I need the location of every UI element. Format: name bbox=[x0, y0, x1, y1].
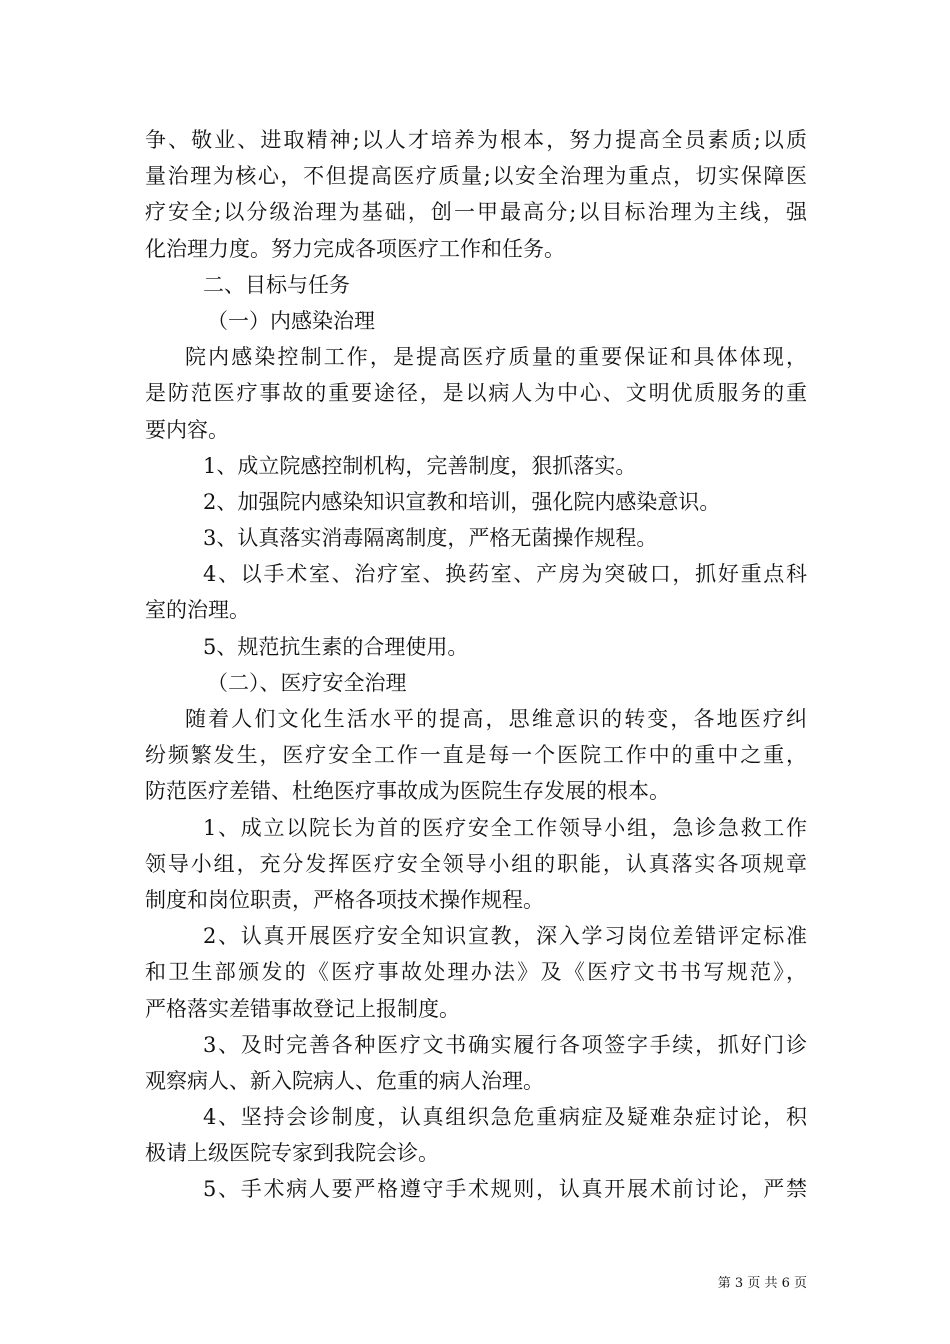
text-line: 量治理为核心，不但提高医疗质量;以安全治理为重点，切实保障医 bbox=[145, 164, 807, 189]
text-line: 纷频繁发生，医疗安全工作一直是每一个医院工作中的重中之重， bbox=[145, 743, 807, 768]
list-item: 4、坚持会诊制度，认真组织急危重病症及疑难杂症讨论，积 bbox=[203, 1105, 807, 1130]
text-line: 疗安全;以分级治理为基础，创一甲最高分;以目标治理为主线，强 bbox=[145, 200, 807, 225]
list-item: 4、以手术室、治疗室、换药室、产房为突破口，抓好重点科 bbox=[203, 562, 807, 587]
list-item: 1、成立以院长为首的医疗安全工作领导小组，急诊急救工作 bbox=[203, 815, 807, 840]
text-line: 防范医疗差错、杜绝医疗事故成为医院生存发展的根本。 bbox=[145, 779, 670, 804]
text-line: 极请上级医院专家到我院会诊。 bbox=[145, 1141, 439, 1166]
text-line: 化治理力度。努力完成各项医疗工作和任务。 bbox=[145, 236, 565, 261]
page-number-footer: 第 3 页 共 6 页 bbox=[717, 1276, 807, 1291]
text-line: 和卫生部颁发的《医疗事故处理办法》及《医疗文书书写规范》， bbox=[145, 960, 807, 985]
text-line: 院内感染控制工作，是提高医疗质量的重要保证和具体体现， bbox=[185, 345, 807, 370]
text-line: 要内容。 bbox=[145, 417, 229, 442]
list-item: 5、手术病人要严格遵守手术规则，认真开展术前讨论，严禁 bbox=[203, 1177, 807, 1202]
section-heading: 二、目标与任务 bbox=[203, 272, 350, 297]
text-line: 是防范医疗事故的重要途径，是以病人为中心、文明优质服务的重 bbox=[145, 381, 807, 406]
list-item: 2、加强院内感染知识宣教和培训，强化院内感染意识。 bbox=[203, 489, 721, 514]
text-line: 室的治理。 bbox=[145, 598, 250, 623]
list-item: 2、认真开展医疗安全知识宣教，深入学习岗位差错评定标准 bbox=[203, 924, 807, 949]
document-body bbox=[145, 122, 807, 1208]
text-line: 随着人们文化生活水平的提高，思维意识的转变，各地医疗纠 bbox=[185, 707, 807, 731]
text-line: 争、敬业、进取精神;以人才培养为根本，努力提高全员素质;以质 bbox=[145, 128, 807, 152]
text-line: 观察病人、新入院病人、危重的病人治理。 bbox=[145, 1068, 544, 1093]
list-item: 1、成立院感控制机构，完善制度，狠抓落实。 bbox=[203, 453, 637, 478]
list-item: 3、及时完善各种医疗文书确实履行各项签字手续，抓好门诊 bbox=[203, 1032, 807, 1057]
list-item: 5、规范抗生素的合理使用。 bbox=[203, 634, 469, 659]
list-item: 3、认真落实消毒隔离制度，严格无菌操作规程。 bbox=[203, 526, 658, 551]
subsection-heading: （二）、医疗安全治理 bbox=[207, 670, 407, 695]
text-line: 严格落实差错事故登记上报制度。 bbox=[145, 996, 460, 1021]
text-line: 领导小组，充分发挥医疗安全领导小组的职能，认真落实各项规章 bbox=[145, 851, 807, 876]
subsection-heading: （一）内感染治理 bbox=[207, 308, 375, 333]
text-line: 制度和岗位职责，严格各项技术操作规程。 bbox=[145, 887, 544, 912]
